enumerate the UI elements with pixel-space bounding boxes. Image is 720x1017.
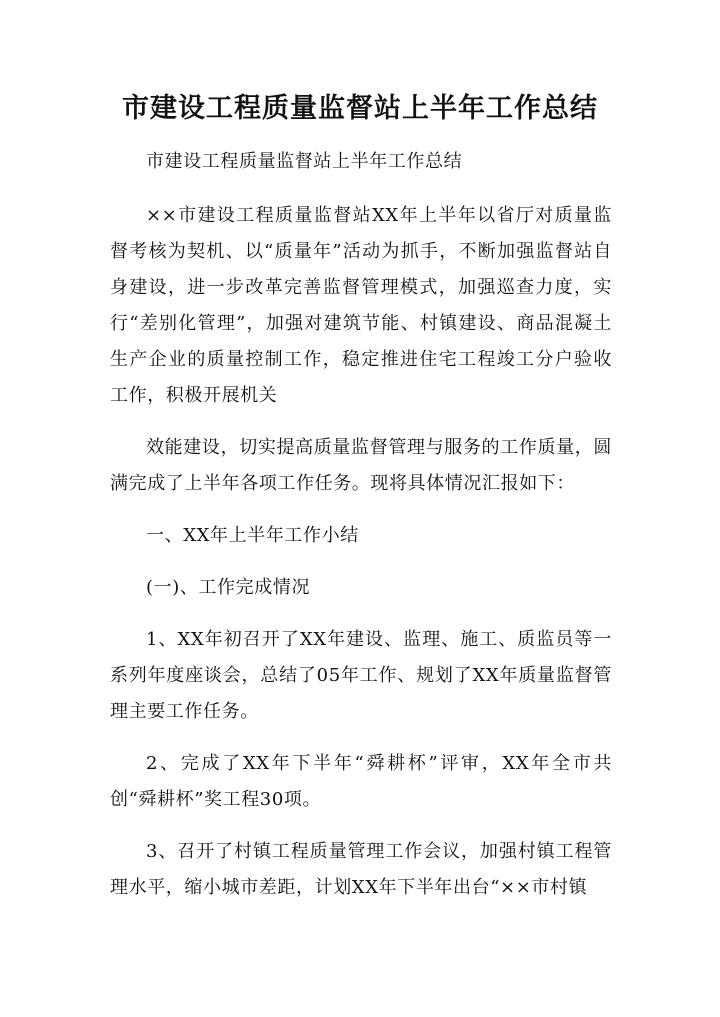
section-heading: 一、XX年上半年工作小结 — [146, 525, 359, 546]
paragraph-intro: ××市建设工程质量监督站XX年上半年以省厅对质量监督考核为契机、以“质量年”活动为抓手，不断加强监督站自身建设，进一步改革完善监督管理模式，加强巡查力度，实行“差别化管理”，加强对建筑节能、村镇建设、商品混凝土生产企业的质量控制工作，稳定推进住宅工程竣工分户验收工作，积极开展机关 — [110, 205, 612, 406]
document-body — [110, 144, 612, 922]
subsection-heading: (一)、工作完成情况 — [146, 577, 311, 598]
document-title: 市建设工程质量监督站上半年工作总结 — [122, 93, 598, 124]
list-item-3: 3、召开了村镇工程质量管理工作会议，加强村镇工程管理水平，缩小城市差距，计划XX年下半年出台“××市村镇 — [110, 841, 612, 898]
list-item-2: 2、完成了XX年下半年“舜耕杯”评审，XX年全市共创“舜耕杯”奖工程30项。 — [110, 753, 612, 810]
list-item-1: 1、XX年初召开了XX年建设、监理、施工、质监员等一系列年度座谈会，总结了05年工作、规划了XX年质量监督管理主要工作任务。 — [110, 629, 612, 722]
paragraph-intro-continued: 效能建设，切实提高质量监督管理与服务的工作质量，圆满完成了上半年各项工作任务。现将具体情况汇报如下： — [110, 437, 612, 494]
document-subtitle: 市建设工程质量监督站上半年工作总结 — [146, 151, 463, 172]
